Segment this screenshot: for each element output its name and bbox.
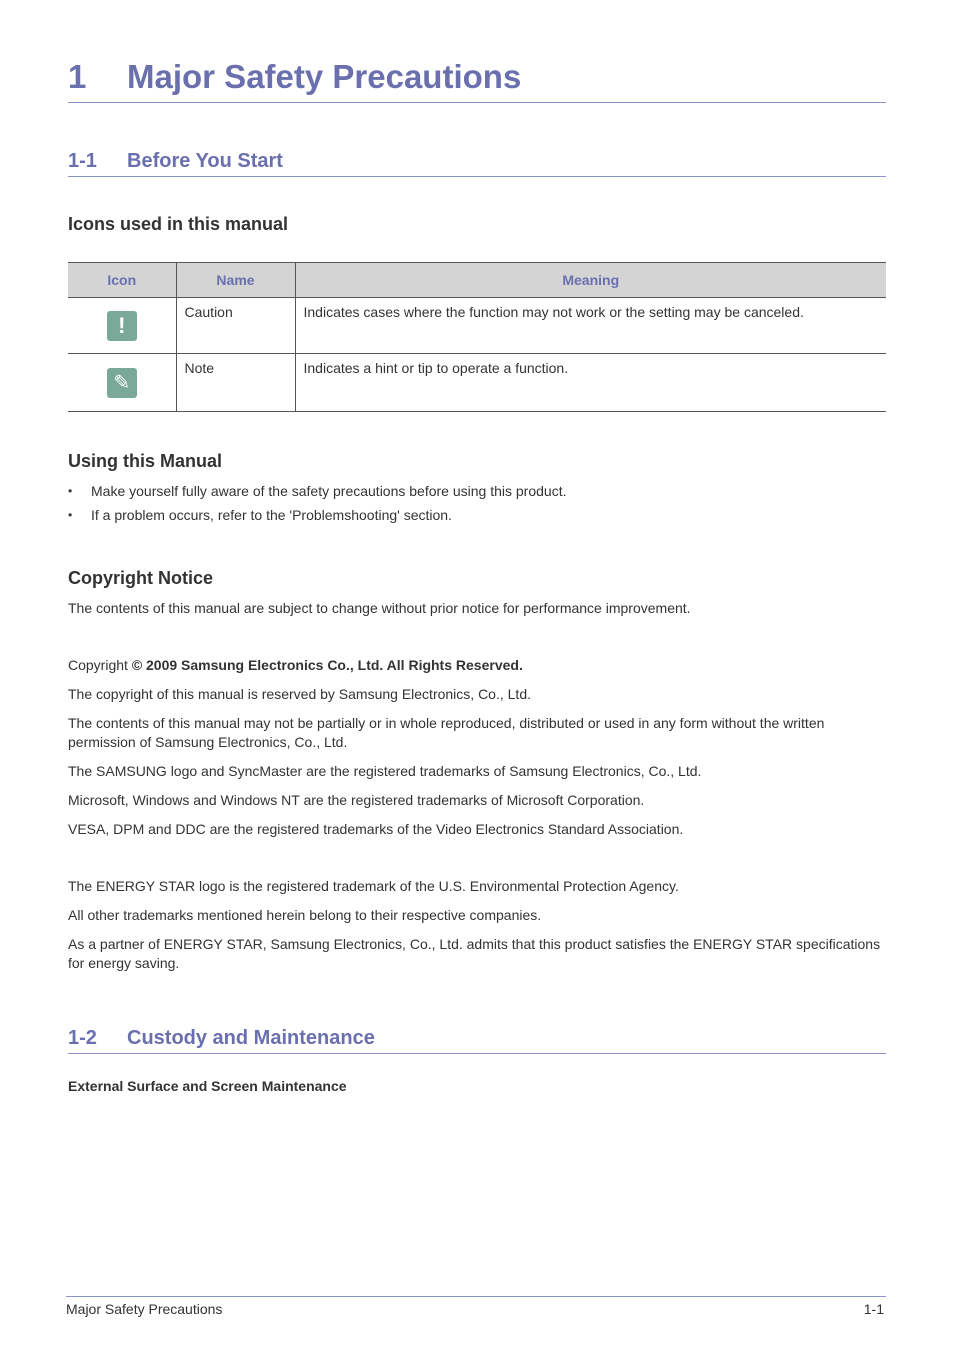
list-item: • If a problem occurs, refer to the 'Problemshooting' section.	[68, 506, 566, 524]
footer-page-number: 1-1	[863, 1301, 884, 1317]
using-manual-heading: Using this Manual	[68, 451, 223, 471]
copyright-paragraph: The ENERGY STAR logo is the registered trademark of the U.S. Environmental Protection Agency.	[68, 878, 679, 894]
section-title: Custody and Maintenance	[127, 1027, 375, 1049]
copyright-paragraph: All other trademarks mentioned herein belong to their respective companies.	[68, 907, 542, 923]
chapter-title-text: Major Safety Precautions	[127, 58, 522, 95]
footer-chapter-title: Major Safety Precautions	[66, 1301, 223, 1317]
icons-heading: Icons used in this manual	[68, 214, 289, 234]
copyright-bold: © 2009 Samsung Electronics Co., Ltd. All Rights Reserved.	[131, 657, 523, 673]
copyright-line	[68, 656, 886, 675]
meaning-cell: Indicates a hint or tip to operate a function.	[295, 354, 886, 412]
column-header-icon: Icon	[68, 263, 176, 298]
section-custody-maintenance	[68, 1026, 886, 1054]
copyright-paragraph: The contents of this manual may not be partially or in whole reproduced, distributed or used in any form without the written permission of Samsung Electronics, Co., Ltd.	[68, 715, 825, 750]
footer-divider	[66, 1296, 886, 1297]
copyright-paragraph: As a partner of ENERGY STAR, Samsung Electronics, Co., Ltd. admits that this product satisfies the ENERGY STAR specifications for energy saving.	[68, 936, 881, 971]
section-before-you-start	[68, 149, 886, 177]
column-header-name: Name	[176, 263, 295, 298]
external-surface-heading: External Surface and Screen Maintenance	[68, 1078, 347, 1094]
icon-cell	[68, 354, 176, 412]
copyright-heading: Copyright Notice	[68, 568, 214, 588]
list-item: • Make yourself fully aware of the safety precautions before using this product.	[68, 482, 566, 500]
meaning-cell: Indicates cases where the function may not work or the setting may be canceled.	[295, 298, 886, 354]
name-cell: Note	[176, 354, 295, 412]
table-row	[68, 354, 886, 412]
copyright-prefix: Copyright	[68, 657, 132, 673]
using-manual-list	[68, 482, 566, 530]
table-header-row	[68, 263, 886, 298]
section-number: 1-2	[68, 1027, 97, 1049]
copyright-paragraph: Microsoft, Windows and Windows NT are the registered trademarks of Microsoft Corporation.	[68, 792, 645, 808]
chapter-number: 1	[68, 58, 87, 95]
copyright-paragraph: The copyright of this manual is reserved by Samsung Electronics, Co., Ltd.	[68, 686, 531, 702]
icon-cell	[68, 298, 176, 354]
copyright-intro: The contents of this manual are subject to change without prior notice for performance improvement.	[68, 600, 691, 616]
icons-table	[68, 262, 886, 412]
column-header-meaning: Meaning	[295, 263, 886, 298]
note-pencil-icon: ✎	[107, 368, 137, 398]
copyright-paragraph: VESA, DPM and DDC are the registered trademarks of the Video Electronics Standard Association.	[68, 821, 684, 837]
caution-icon: !	[107, 311, 137, 341]
table-row	[68, 298, 886, 354]
section-title: Before You Start	[127, 150, 283, 172]
copyright-paragraph: The SAMSUNG logo and SyncMaster are the registered trademarks of Samsung Electronics, Co., Ltd.	[68, 763, 702, 779]
name-cell: Caution	[176, 298, 295, 354]
chapter-title	[68, 56, 886, 103]
section-number: 1-1	[68, 150, 97, 172]
